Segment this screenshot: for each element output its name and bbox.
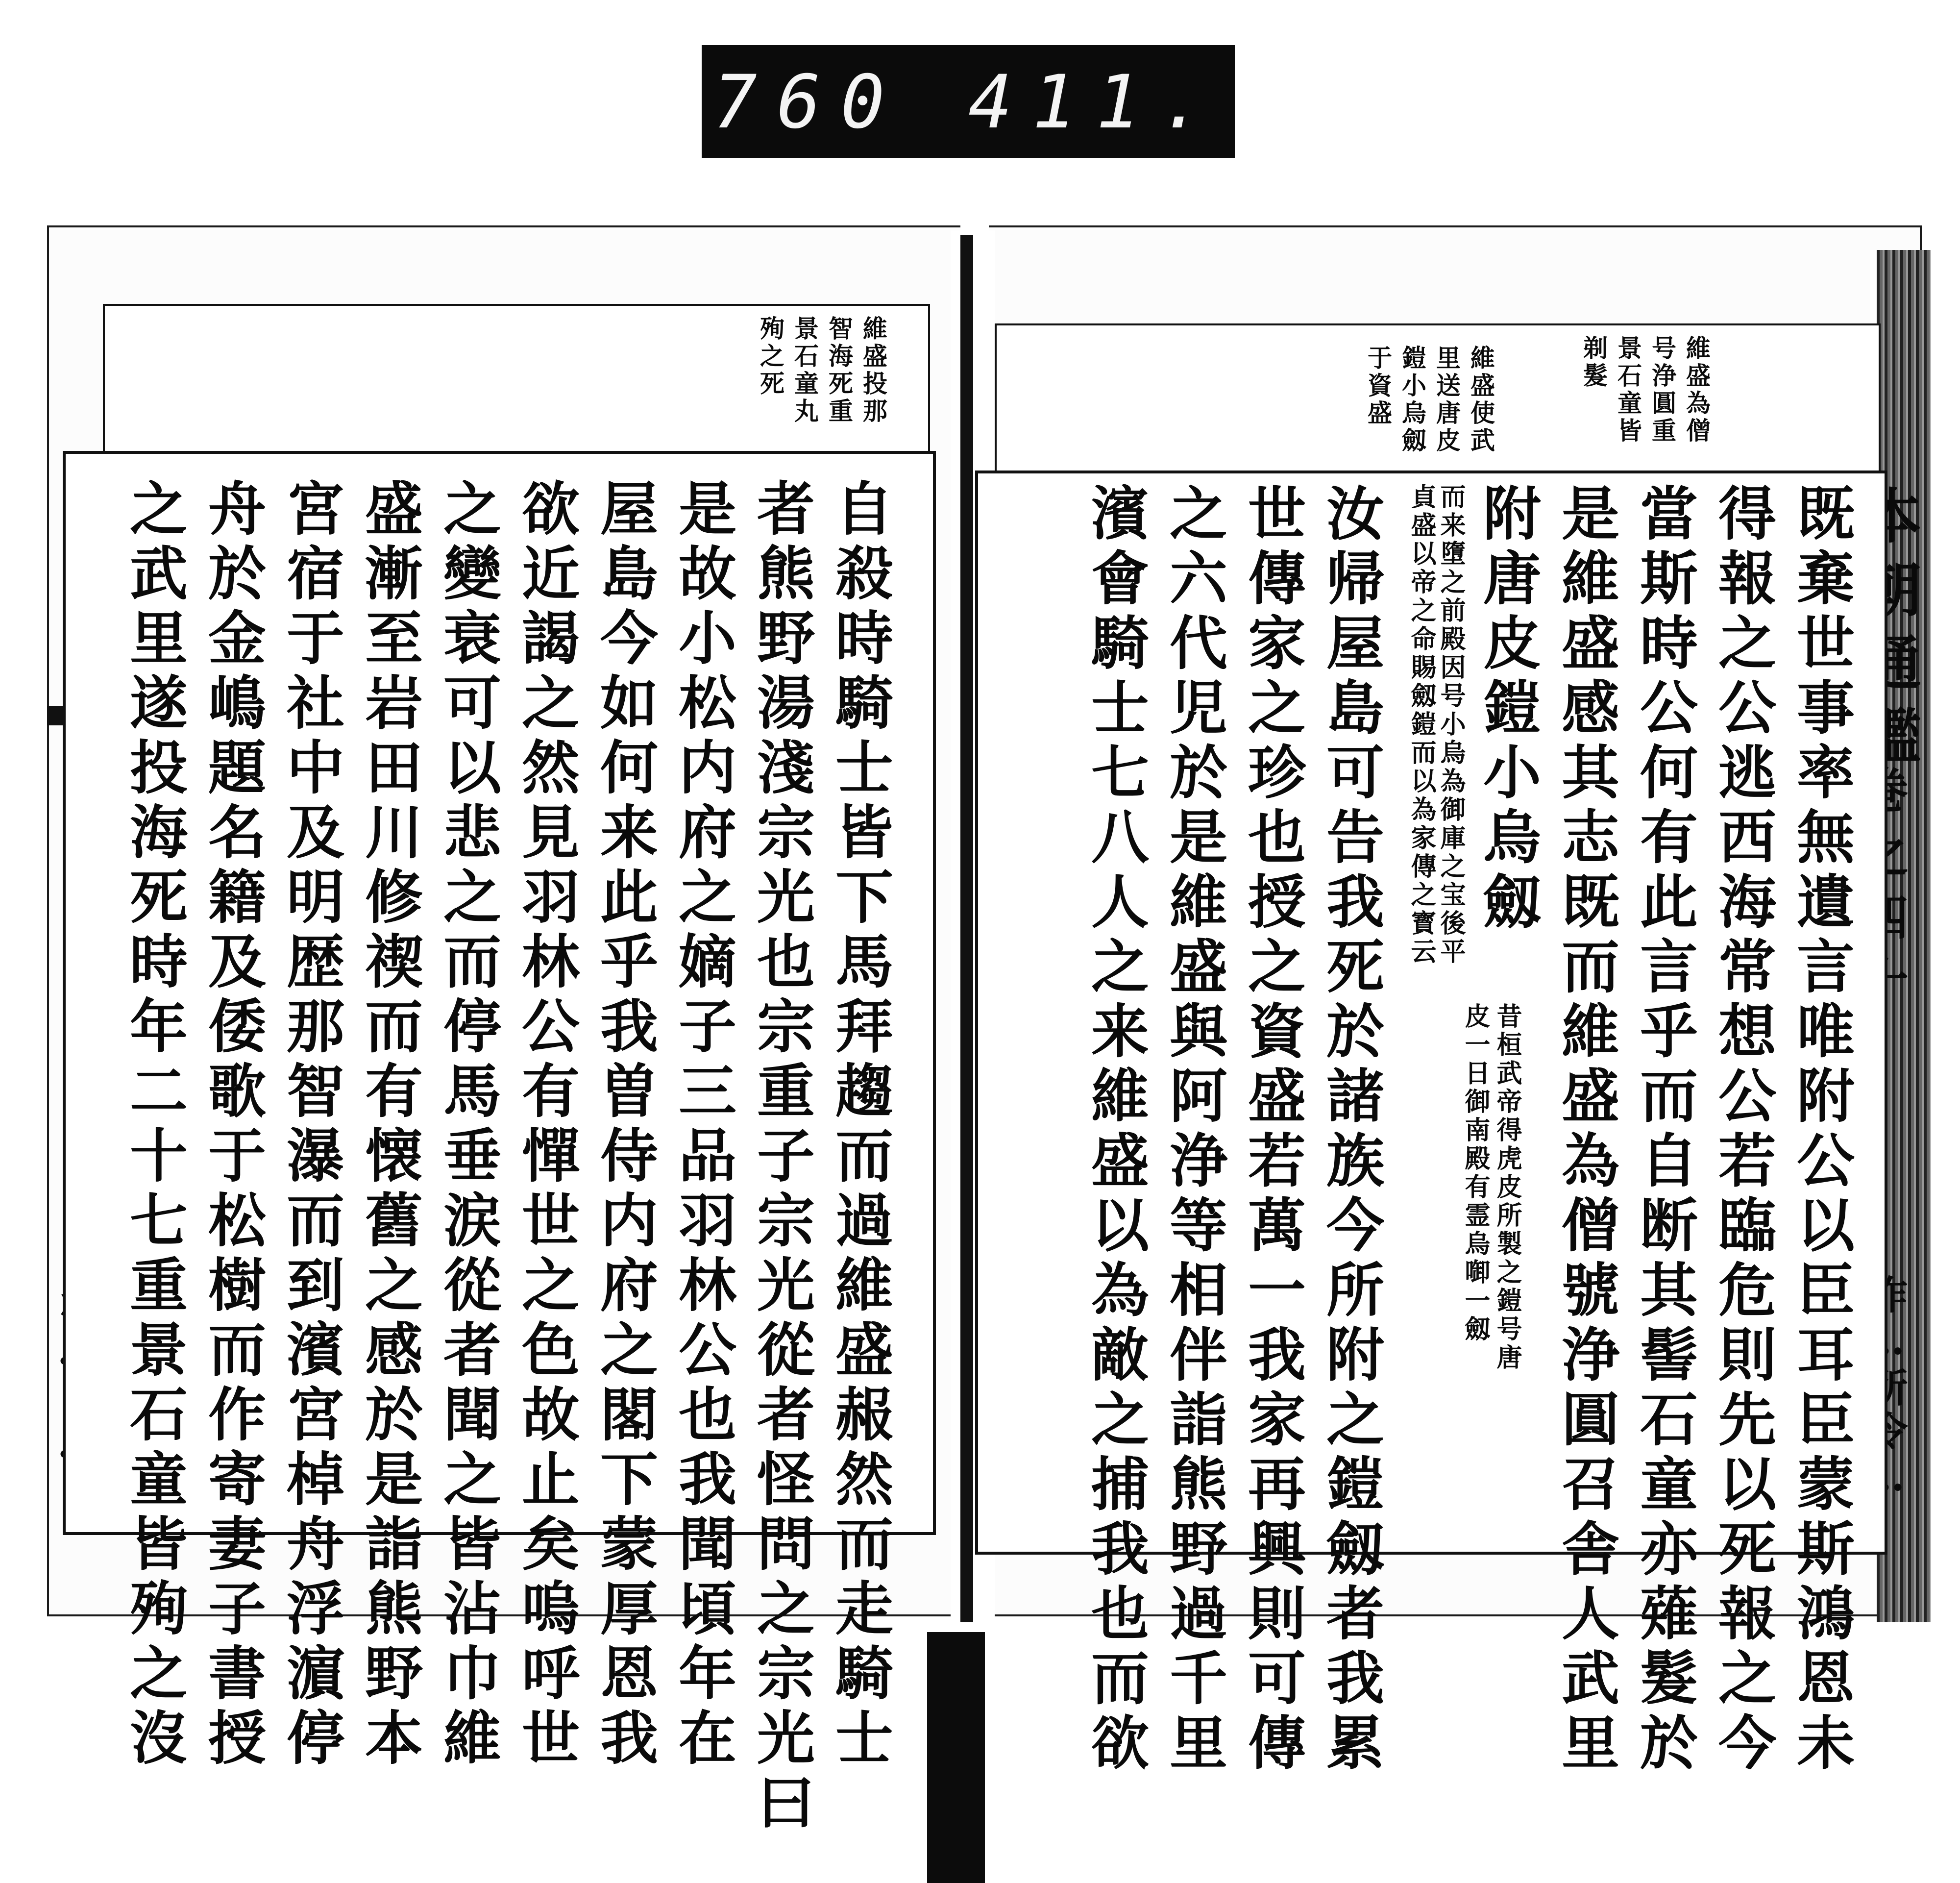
right-headnote-7: 鎧小烏劔 bbox=[1398, 345, 1427, 455]
right-headnote-2: 号浄圓重 bbox=[1648, 335, 1677, 445]
right-col-1: 既棄世事率無遺言唯附公以臣耳臣蒙斯鴻恩未 bbox=[1787, 483, 1855, 1777]
right-annotation-4: 貞盛以帝之命賜劔鎧而以為家傳之寳云 bbox=[1406, 483, 1436, 966]
right-col-6: 汝帰屋島可告我死於諸族今所附之鎧劔者我累 bbox=[1317, 483, 1385, 1777]
left-headnote-1: 維盛投那 bbox=[859, 316, 888, 425]
left-headnote-2: 智海死重 bbox=[825, 316, 854, 425]
right-headnote-6: 里送唐皮 bbox=[1432, 345, 1461, 455]
right-headnote-8: 于資盛 bbox=[1364, 345, 1393, 427]
right-col-7: 世傳家之珍也授之資盛若萬一我家再興則可傳 bbox=[1238, 483, 1306, 1777]
spine-binding bbox=[927, 1632, 985, 1883]
right-headnote-3: 景石童皆 bbox=[1614, 335, 1642, 445]
left-col-1: 自殺時騎士皆下馬拜趨而過維盛赧然而走騎士 bbox=[826, 478, 894, 1772]
left-col-4: 屋島今如何来此乎我曽侍内府之閣下蒙厚恩我 bbox=[590, 478, 659, 1772]
right-col-9: 濱會騎士七八人之来維盛以為敵之捕我也而欲 bbox=[1081, 483, 1150, 1777]
right-col-5: 附唐皮鎧小烏劔 bbox=[1473, 483, 1542, 936]
left-col-3: 是故小松内府之嫡子三品羽林公也我聞頃年在 bbox=[669, 478, 737, 1772]
right-annotation-1: 昔桓武帝得虎皮所製之鎧号唐 bbox=[1492, 1003, 1522, 1372]
left-headnote-4: 殉之死 bbox=[756, 316, 785, 398]
left-headnote-3: 景石童丸 bbox=[790, 316, 819, 425]
left-col-5: 欲近謁之然見羽林公有憚世之色故止矣嗚呼世 bbox=[512, 478, 580, 1772]
right-annotation-2: 皮一日御南殿有霊烏啣一劔 bbox=[1460, 1003, 1490, 1344]
right-col-2: 得報之公逃西海常想公若臨危則先以死報之今 bbox=[1709, 483, 1777, 1777]
left-col-7: 盛漸至岩田川修禊而有懐舊之感於是詣熊野本 bbox=[355, 478, 423, 1772]
right-headnote-box bbox=[995, 323, 1881, 474]
left-col-6: 之變衰可以悲之而停馬垂涙從者聞之皆沾巾維 bbox=[434, 478, 502, 1772]
archive-number: 760 411. bbox=[712, 60, 1224, 145]
right-text-frame bbox=[975, 471, 1887, 1777]
archive-number-plate bbox=[702, 45, 1235, 158]
left-text-frame bbox=[63, 451, 936, 1837]
left-col-2: 者熊野湯淺宗光也宗重子宗光從者怪問之宗光曰 bbox=[747, 478, 815, 1837]
left-headnote-box bbox=[103, 304, 930, 455]
left-col-8: 宮宿于社中及明歴那智瀑而到濱宮棹舟浮濵停 bbox=[277, 478, 345, 1772]
right-col-4: 是維盛感其志既而維盛為僧號浄圓召舎人武里 bbox=[1552, 483, 1620, 1777]
right-headnote-4: 剃髮 bbox=[1579, 335, 1608, 390]
left-col-10: 之武里遂投海死時年二十七重景石童皆殉之沒 bbox=[120, 478, 188, 1772]
right-col-8: 之六代児於是維盛與阿浄等相伴詣熊野過千里 bbox=[1160, 483, 1228, 1777]
right-headnote-5: 維盛使武 bbox=[1467, 345, 1495, 455]
right-annotation-3: 而来墮之前殿因号小烏為御庫之宝後平 bbox=[1436, 483, 1466, 966]
left-col-9: 舟於金嶋題名籍及倭歌于松樹而作寄妻子書授 bbox=[198, 478, 267, 1772]
right-col-3: 當斯時公何有此言乎而自断其髻石童亦薙髮於 bbox=[1630, 483, 1698, 1777]
spine-line bbox=[960, 235, 973, 1622]
right-headnote-1: 維盛為僧 bbox=[1682, 335, 1711, 445]
